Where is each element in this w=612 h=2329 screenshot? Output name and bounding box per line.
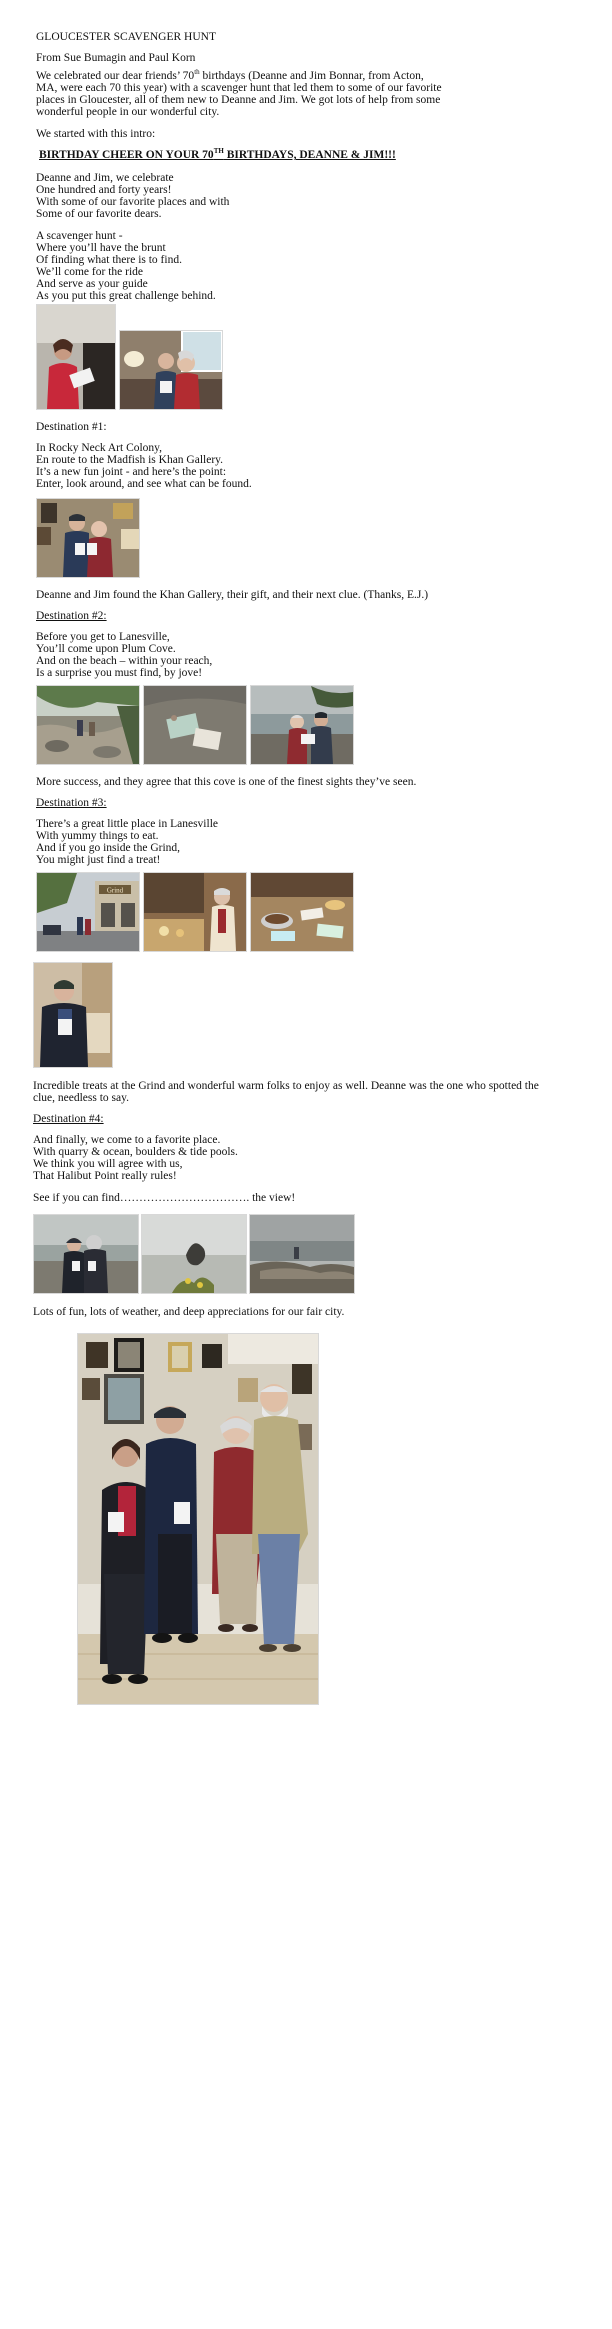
dest1-line: En route to the Madfish is Khan Gallery. [36, 454, 224, 466]
photo-group-gallery [77, 1333, 319, 1705]
dest2-caption: More success, and they agree that this cove is one of the finest sights they’ve seen. [36, 776, 417, 788]
dest4-line: And finally, we come to a favorite place. [33, 1134, 221, 1146]
dest2-heading: Destination #2: [36, 610, 107, 622]
dest1-line: Enter, look around, and see what can be found. [36, 478, 252, 490]
intro-line-1: We celebrated our dear friends’ 70th birthdays (Deanne and Jim Bonnar, from Acton, [36, 68, 424, 82]
grind-sign-text: Grind [106, 886, 124, 895]
dest2-line: You’ll come upon Plum Cove. [36, 643, 176, 655]
dest4-line: We think you will agree with us, [33, 1158, 183, 1170]
photo-halibut-point-couple [33, 1214, 139, 1294]
dest2-line: Is a surprise you must find, by jove! [36, 667, 203, 679]
poem2-line: We’ll come for the ride [36, 266, 143, 278]
poem2-line: Where you’ll have the brunt [36, 242, 166, 254]
dest1-heading: Destination #1: [36, 421, 107, 433]
dest4-line: With quarry & ocean, boulders & tide pools. [33, 1146, 238, 1158]
poem1-line: With some of our favorite places and with [36, 196, 230, 208]
poem2-line: A scavenger hunt - [36, 230, 123, 242]
dest2-line: Before you get to Lanesville, [36, 631, 170, 643]
photo-deanne-reading [36, 304, 116, 410]
dest4-line: That Halibut Point really rules! [33, 1170, 177, 1182]
birthday-banner: BIRTHDAY CHEER ON YOUR 70TH BIRTHDAYS, DEANNE & JIM!!! [39, 147, 396, 161]
authors: From Sue Bumagin and Paul Korn [36, 52, 196, 64]
dest3-caption-line-2: clue, needless to say. [33, 1092, 130, 1104]
dest1-line: It’s a new fun joint - and here’s the point: [36, 466, 227, 478]
photo-grind-storefront [36, 872, 140, 952]
poem2-line: Of finding what there is to find. [36, 254, 182, 266]
dest3-heading: Destination #3: [36, 797, 107, 809]
photo-plum-cove-beach [36, 685, 140, 765]
dest3-caption-line-1: Incredible treats at the Grind and wonderful warm folks to enjoy as well. Deanne was the one who spotted the [33, 1080, 539, 1092]
poem1-line: Some of our favorite dears. [36, 208, 162, 220]
photo-grind-counter [143, 872, 247, 952]
dest4-heading: Destination #4: [33, 1113, 104, 1125]
photo-halibut-bird [141, 1214, 247, 1294]
poem1-line: One hundred and forty years! [36, 184, 172, 196]
intro-line-2: MA, were each 70 this year) with a scavenger hunt that led them to some of our favorite [36, 82, 442, 94]
intro-line-3: places in Gloucester, all of them new to Deanne and Jim. We got lots of help from some [36, 94, 441, 106]
poem2-line: As you put this great challenge behind. [36, 290, 216, 302]
poem1-line: Deanne and Jim, we celebrate [36, 172, 174, 184]
dest3-line: With yummy things to eat. [36, 830, 159, 842]
dest3-line: You might just find a treat! [36, 854, 161, 866]
dest3-line: There’s a great little place in Lanesville [36, 818, 219, 830]
closing-line: Lots of fun, lots of weather, and deep appreciations for our fair city. [33, 1306, 345, 1318]
photo-halibut-shore [249, 1214, 355, 1294]
dest3-line: And if you go inside the Grind, [36, 842, 181, 854]
dest1-line: In Rocky Neck Art Colony, [36, 442, 163, 454]
photo-khan-gallery [36, 498, 140, 578]
photo-couple-at-cove [250, 685, 354, 765]
page-title: GLOUCESTER SCAVENGER HUNT [36, 31, 216, 43]
dest2-line: And on the beach – within your reach, [36, 655, 213, 667]
photo-jim-with-clue [33, 962, 113, 1068]
dest1-caption: Deanne and Jim found the Khan Gallery, their gift, and their next clue. (Thanks, E.J.) [36, 589, 429, 601]
dest4-see-line: See if you can find……………………………. the view! [33, 1192, 296, 1204]
photo-grind-treats [250, 872, 354, 952]
poem2-line: And serve as your guide [36, 278, 148, 290]
photo-clue-on-rock [143, 685, 247, 765]
intro-lead: We started with this intro: [36, 128, 156, 140]
photo-couple-sofa [119, 330, 223, 410]
intro-line-4: wonderful people in our wonderful city. [36, 106, 220, 118]
